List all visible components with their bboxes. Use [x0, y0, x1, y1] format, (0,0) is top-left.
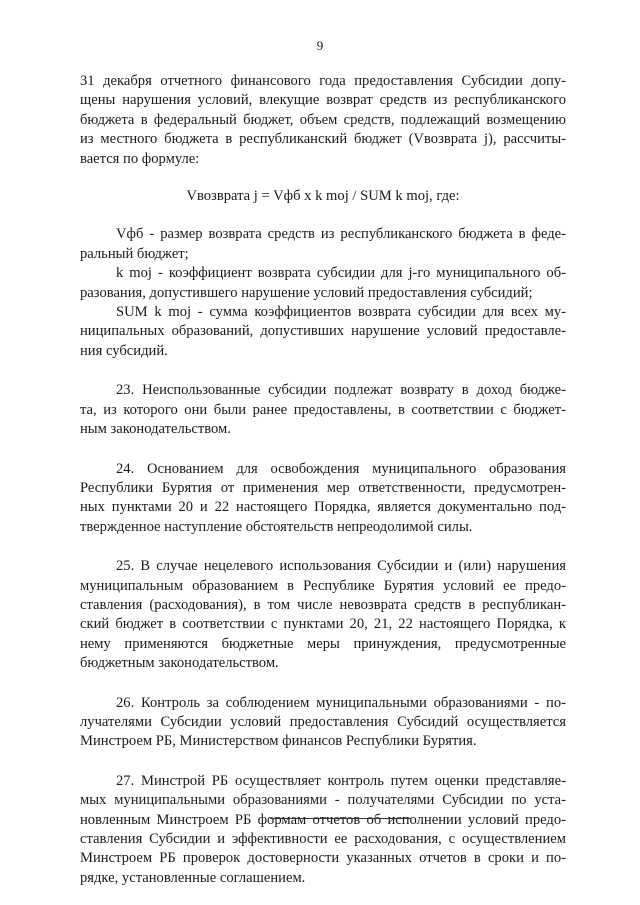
paragraph-line: 23. Неиспользованные субсидии подлежат возврату в доход бюдже- [116, 382, 566, 399]
paragraph-line: Республики Бурятия от применения мер ответственности, предусмотрен- [80, 479, 566, 496]
paragraph-line: новленным Минстроем РБ формам отчетов об исполнении условий предо- [80, 811, 566, 828]
page-number: 9 [316, 38, 324, 53]
paragraph-line: лучателями Субсидии условий предоставления Субсидий осуществляется [80, 713, 566, 730]
definition-line: SUM k moj - сумма коэффициентов возврата субсидии для всех му- [116, 304, 566, 321]
paragraph-line: ставления (расходования), в том числе невозврата средств в республикан- [80, 596, 566, 613]
paragraph-line: нему применяются бюджетные меры принуждения, предусмотренные [80, 635, 566, 652]
paragraph-27 [80, 772, 566, 888]
paragraph-line: ным законодательством. [80, 421, 231, 438]
intro-paragraph [80, 72, 566, 169]
definition-line: k moj - коэффициент возврата субсидии для j-го муниципального об- [116, 265, 566, 282]
paragraph-line: ский бюджет в соответствии с пунктами 20, 21, 22 настоящего Порядка, к [80, 616, 566, 633]
definition-line: ния субсидий. [80, 342, 168, 359]
intro-line: 31 декабря отчетного финансового года предоставления Субсидии допу- [80, 73, 566, 89]
paragraph-line: мых муниципальными образованиями - получателями Субсидии по уста- [80, 792, 566, 809]
definition-sum-kmoj [80, 303, 566, 361]
paragraph-line: Минстроем РБ, Министерством финансов Республики Бурятия. [80, 733, 477, 750]
end-separator-line [270, 818, 411, 819]
paragraph-25 [80, 557, 566, 673]
definition-line: ральный бюджет; [80, 245, 189, 262]
definition-kmoj [80, 264, 566, 303]
paragraph-line: та, из которого они были ранее предоставлены, в соответствии с бюджет- [80, 401, 566, 418]
formula: Vвозврата j = Vфб x k moj / SUM k moj, где: [186, 188, 460, 205]
intro-line: из местного бюджета в республиканский бюджет (Vвозврата j), рассчиты- [80, 131, 566, 148]
paragraph-26 [80, 694, 566, 752]
paragraph-line: 24. Основанием для освобождения муниципального образования [116, 460, 566, 477]
paragraph-23 [80, 381, 566, 439]
paragraph-line: 25. В случае нецелевого использования Субсидии и (или) нарушения [116, 558, 566, 575]
paragraph-line: ных пунктами 20 и 22 настоящего Порядка, является документально под- [80, 499, 566, 516]
intro-line: бюджета в федеральный бюджет, объем средств, подлежащий возмещению [80, 111, 566, 128]
paragraph-line: рядке, установленные соглашением. [80, 869, 306, 886]
paragraph-line: муниципальным образованием в Республике Бурятия условий ее предо- [80, 577, 566, 594]
paragraph-line: 26. Контроль за соблюдением муниципальными образованиями - по- [116, 694, 566, 711]
definition-vfb [80, 225, 566, 264]
paragraph-line: бюджетным законодательством. [80, 655, 279, 672]
intro-line: вается по формуле: [80, 150, 200, 167]
paragraph-line: 27. Минстрой РБ осуществляет контроль путем оценки представляе- [116, 772, 566, 789]
paragraph-line: ставления Субсидии и эффективности ее расходования, с осуществлением [80, 831, 566, 847]
paragraph-line: твержденное наступление обстоятельств непреодолимой силы. [80, 518, 473, 535]
paragraph-line: Минстроем РБ проверок достоверности указанных отчетов в сроки и по- [80, 850, 566, 867]
paragraph-24 [80, 460, 566, 538]
definition-line: разования, допустившего нарушение условий предоставления субсидий; [80, 284, 533, 301]
intro-line: щены нарушения условий, влекущие возврат средств из республиканского [80, 92, 566, 109]
document-body [80, 72, 566, 888]
definition-line: Vфб - размер возврата средств из республиканского бюджета в феде- [116, 226, 566, 243]
definition-line: ниципальных образований, допустивших нарушение условий предоставле- [80, 323, 566, 340]
